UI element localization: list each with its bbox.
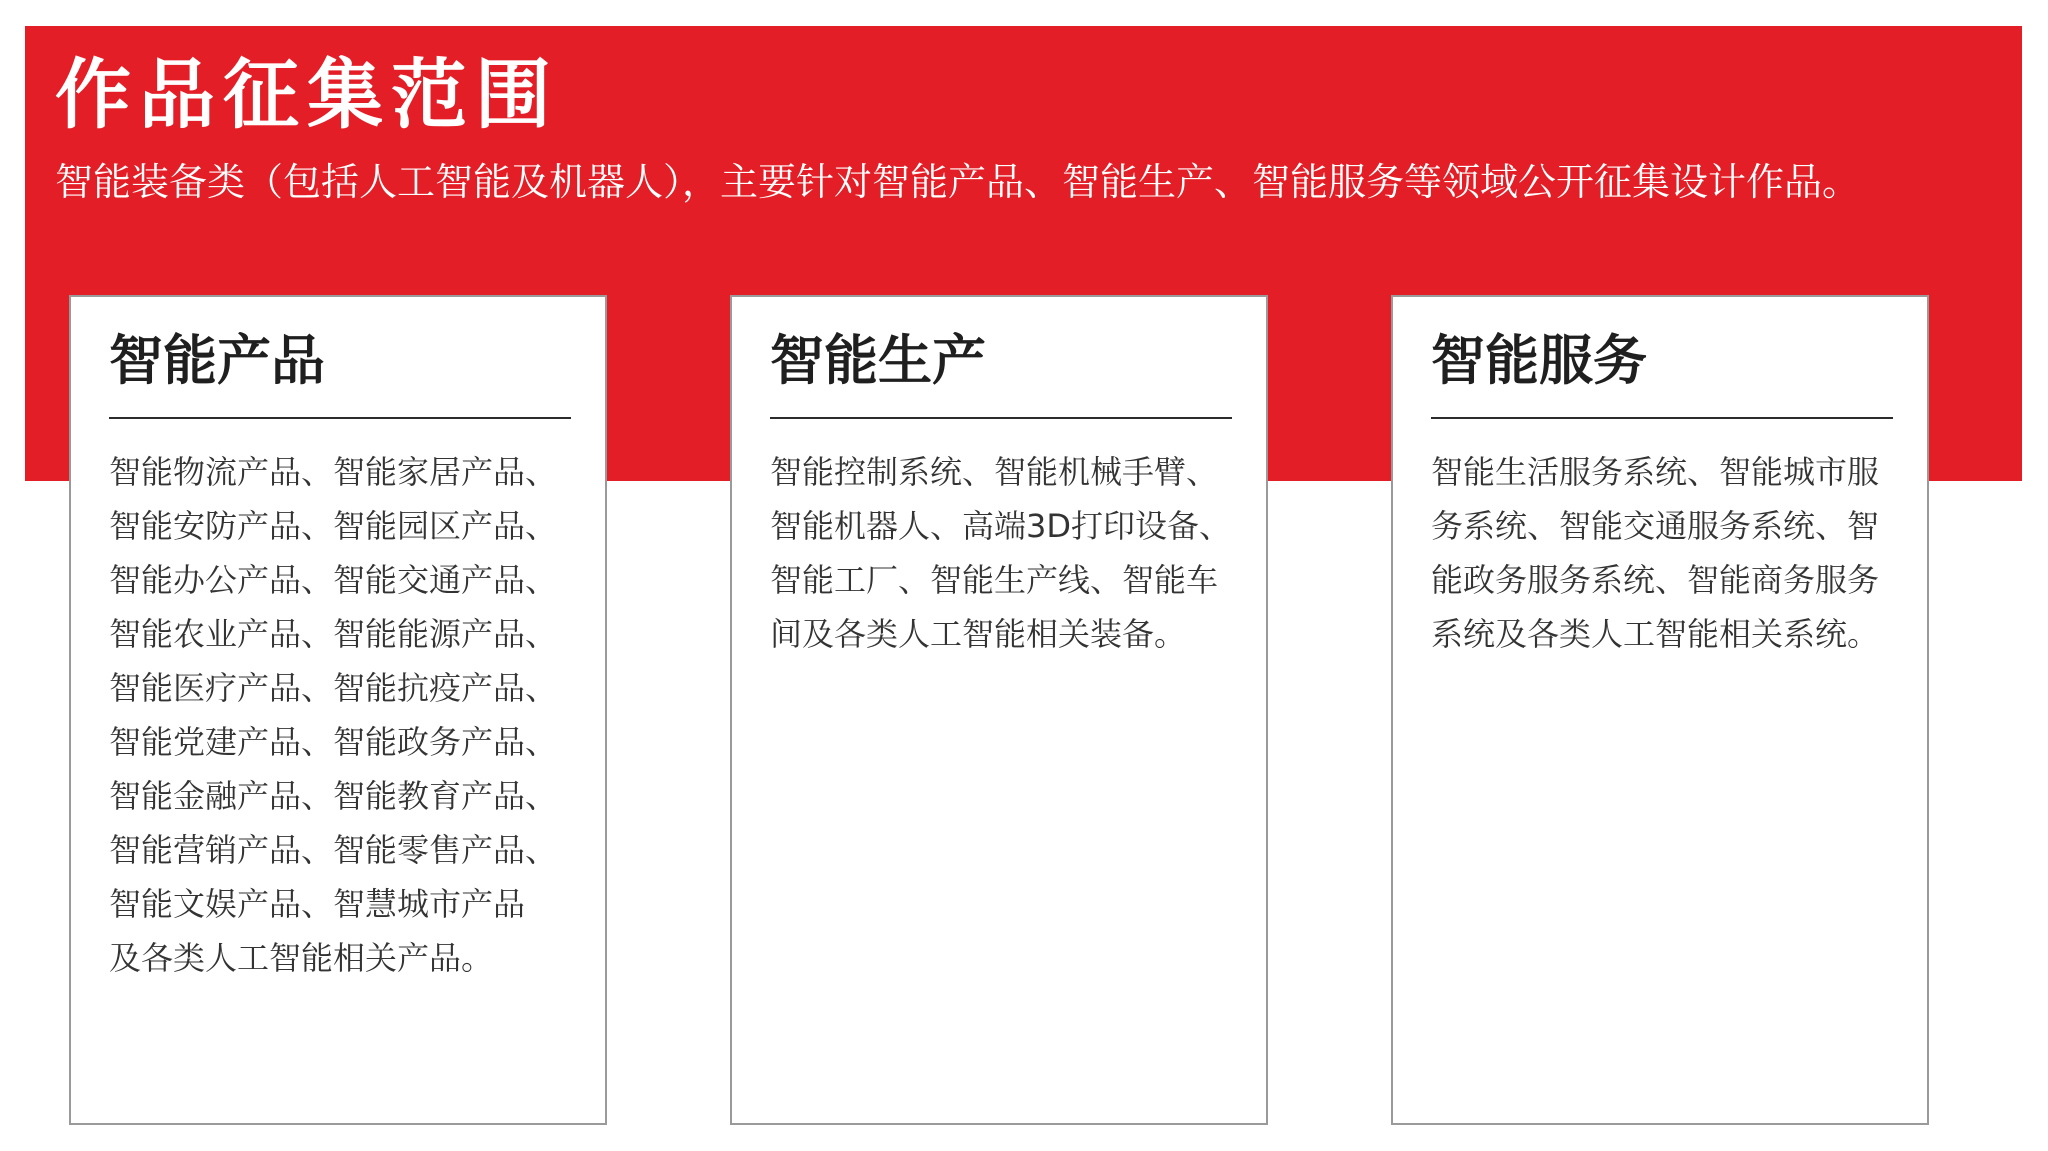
title-divider xyxy=(770,417,1232,419)
card-line: 智能党建产品、智能政务产品、 xyxy=(109,723,558,761)
card-body xyxy=(109,445,557,985)
card-line: 及各类人工智能相关产品。 xyxy=(109,939,494,977)
card-line: 智能工厂、智能生产线、智能车 xyxy=(770,561,1219,599)
title-divider xyxy=(1431,417,1893,419)
card-line: 智能安防产品、智能园区产品、 xyxy=(109,507,558,545)
title-divider xyxy=(109,417,571,419)
card-line: 智能文娱产品、智慧城市产品 xyxy=(109,885,526,923)
card-line: 智能物流产品、智能家居产品、 xyxy=(109,453,558,491)
card-line: 智能机器人、高端3D打印设备、 xyxy=(770,507,1232,545)
card-line: 智能办公产品、智能交通产品、 xyxy=(109,561,558,599)
card-line: 智能营销产品、智能零售产品、 xyxy=(109,831,558,869)
card-line: 间及各类人工智能相关装备。 xyxy=(770,615,1187,653)
card-smart-services xyxy=(1391,295,1929,1125)
card-line: 务系统、智能交通服务系统、智 xyxy=(1431,507,1880,545)
card-line: 智能生活服务系统、智能城市服 xyxy=(1431,453,1880,491)
card-smart-products xyxy=(69,295,607,1125)
card-body xyxy=(1431,445,1879,661)
card-title: 智能服务 xyxy=(1431,329,1647,392)
card-title: 智能生产 xyxy=(770,329,986,392)
card-line: 智能控制系统、智能机械手臂、 xyxy=(770,453,1219,491)
page-title: 作品征集范围 xyxy=(55,50,559,139)
card-line: 能政务服务系统、智能商务服务 xyxy=(1431,561,1880,599)
scope-description: 智能装备类（包括人工智能及机器人），主要针对智能产品、智能生产、智能服务等领域公开征集设计作品。 xyxy=(55,160,1861,204)
card-line: 智能医疗产品、智能抗疫产品、 xyxy=(109,669,558,707)
card-line: 系统及各类人工智能相关系统。 xyxy=(1431,615,1880,653)
card-line: 智能金融产品、智能教育产品、 xyxy=(109,777,558,815)
card-body xyxy=(770,445,1231,661)
card-line: 智能农业产品、智能能源产品、 xyxy=(109,615,558,653)
card-title: 智能产品 xyxy=(109,329,325,392)
card-smart-production xyxy=(730,295,1268,1125)
